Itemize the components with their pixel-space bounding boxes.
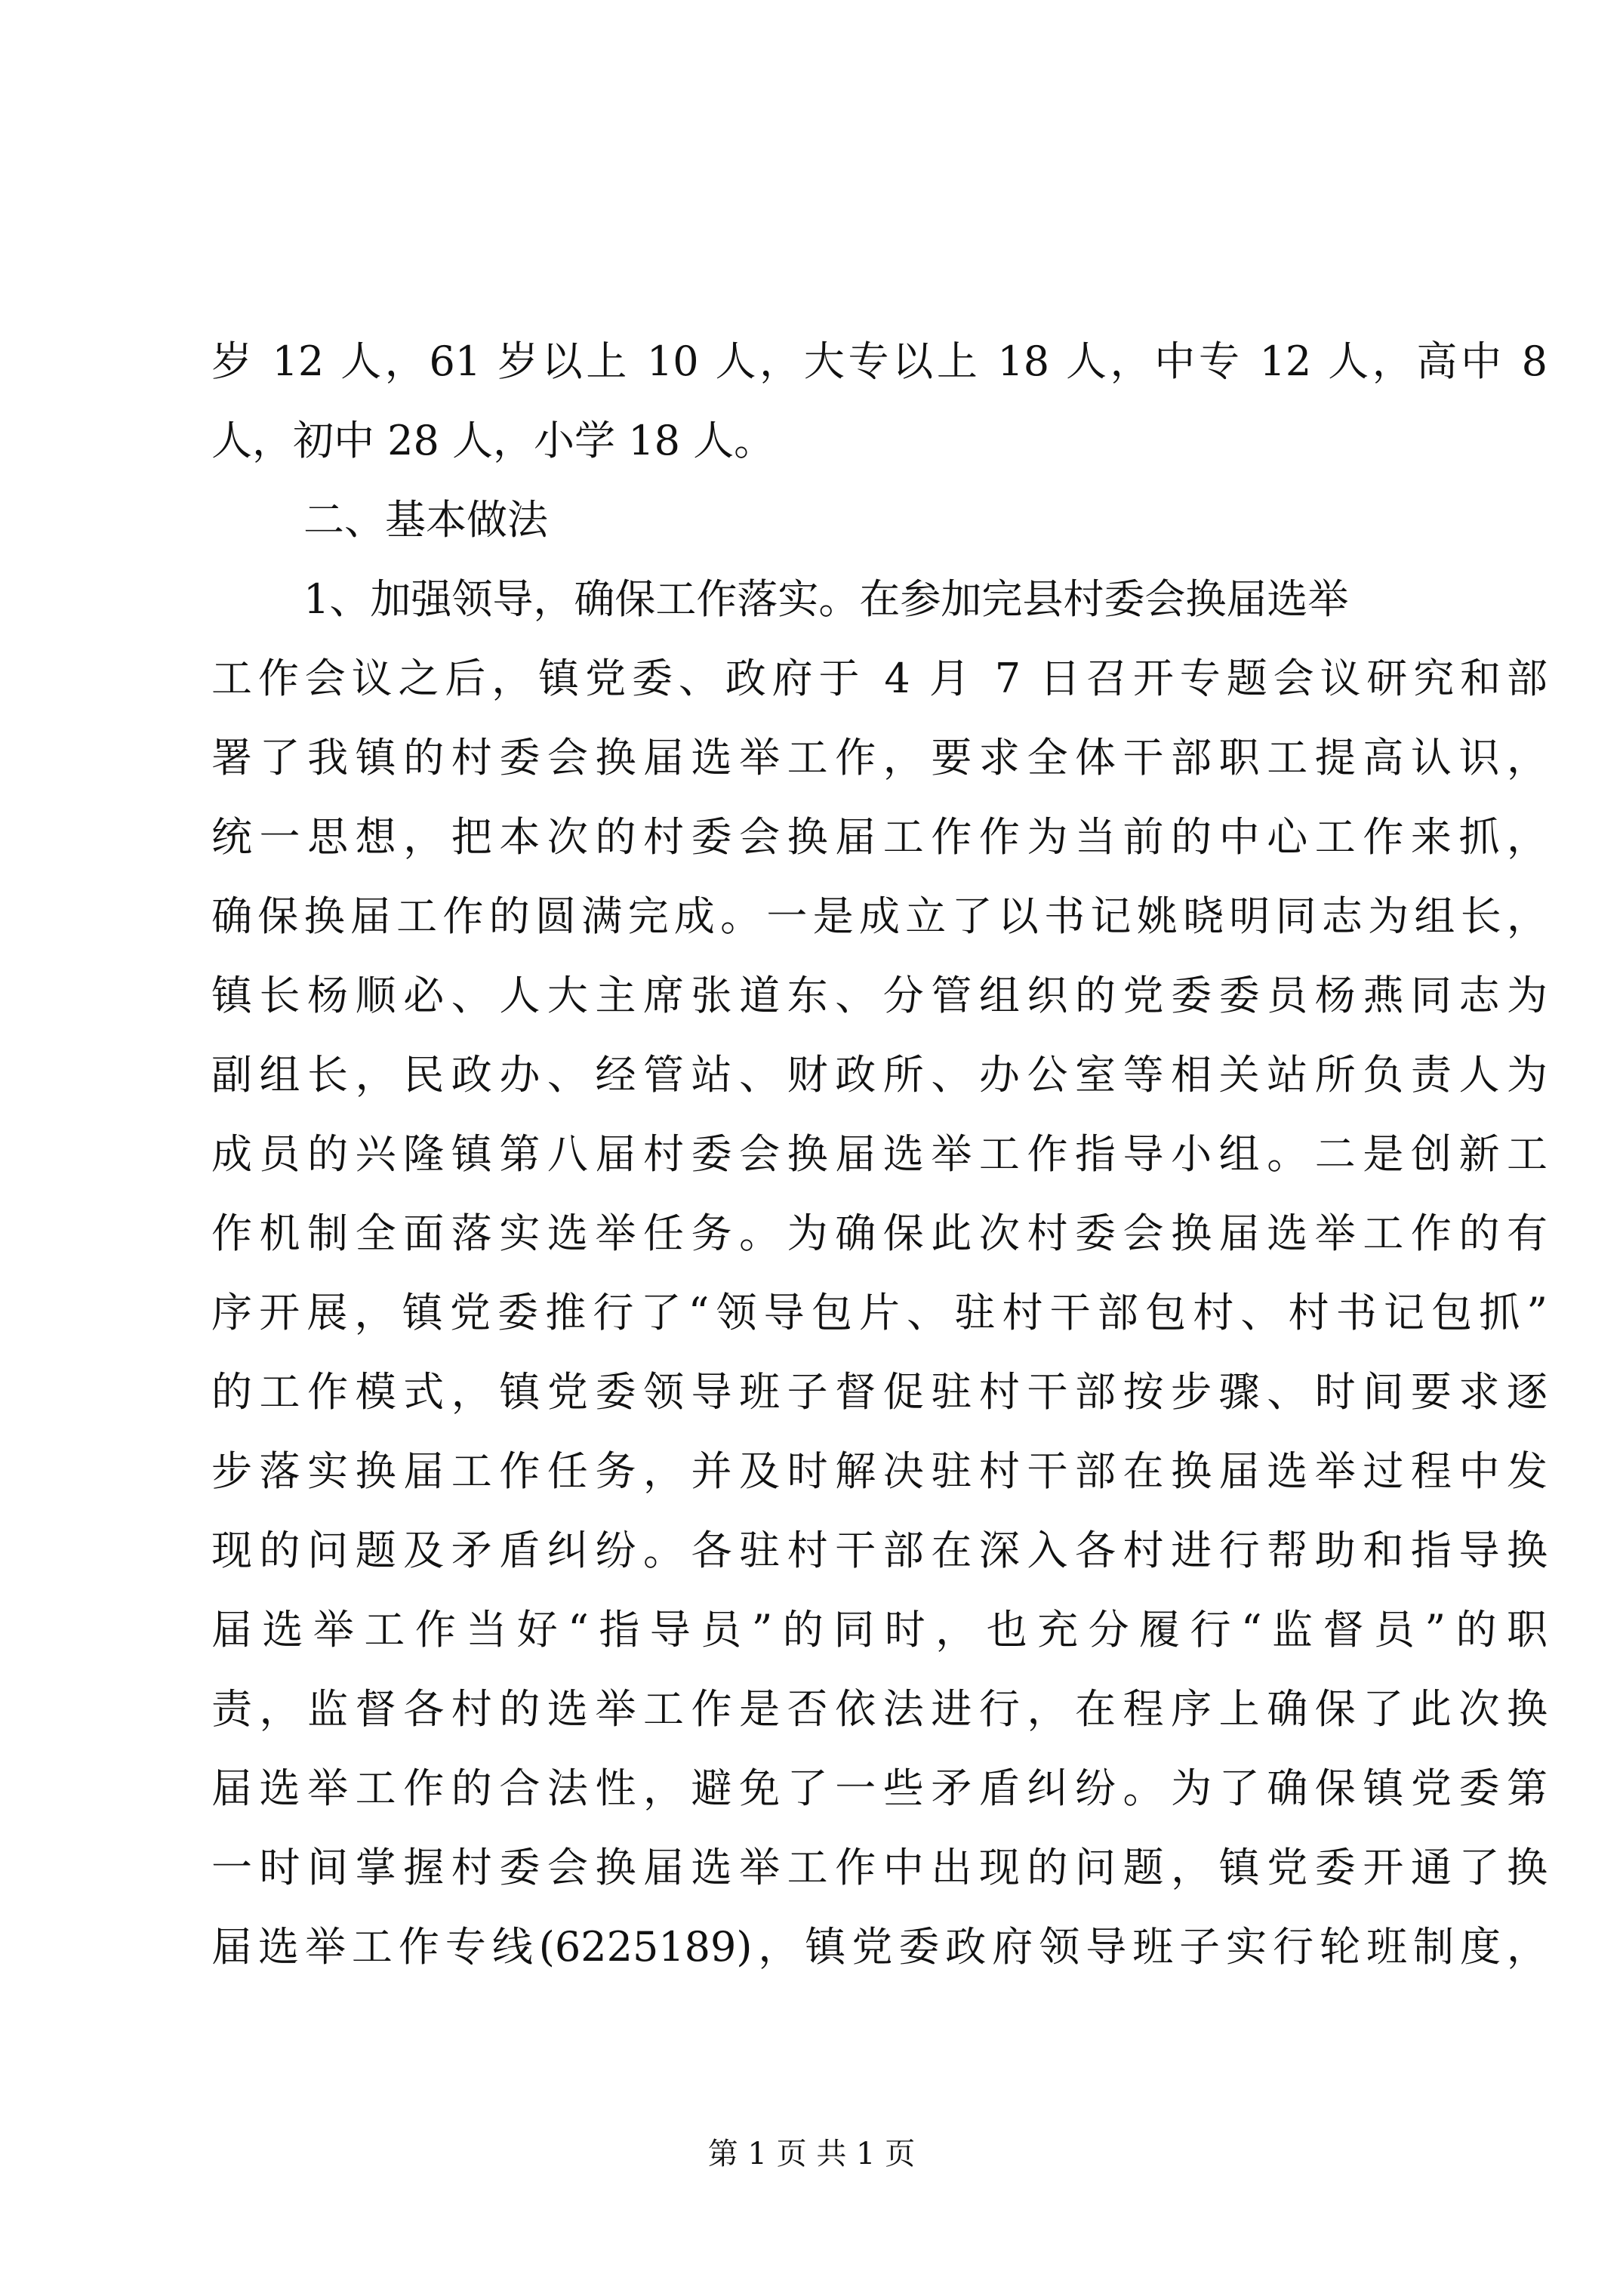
text-line: 署了我镇的村委会换届选举工作，要求全体干部职工提高认识， — [211, 734, 1548, 781]
text-line: 届选举工作的合法性，避免了一些矛盾纠纷。为了确保镇党委第 — [211, 1764, 1548, 1812]
text-line: 人，初中 28 人，小学 18 人。 — [211, 417, 775, 464]
text-line: 作机制全面落实选举任务。为确保此次村委会换届选举工作的有 — [211, 1210, 1548, 1257]
text-line: 一时间掌握村委会换届选举工作中出现的问题，镇党委开通了换 — [211, 1844, 1548, 1891]
text-line: 责，监督各村的选举工作是否依法进行，在程序上确保了此次换 — [211, 1685, 1548, 1733]
text-line: 序开展，镇党委推行了“领导包片、驻村干部包村、村书记包抓” — [211, 1289, 1548, 1336]
text-line: 副组长，民政办、经管站、财政所、办公室等相关站所负责人为 — [211, 1051, 1548, 1099]
text-line: 届选举工作当好“指导员”的同时，也充分履行“监督员”的职 — [211, 1606, 1548, 1653]
text-line: 的工作模式，镇党委领导班子督促驻村干部按步骤、时间要求逐 — [211, 1368, 1548, 1416]
text-line: 统一思想，把本次的村委会换届工作作为当前的中心工作来抓， — [211, 813, 1548, 861]
text-line: 现的问题及矛盾纠纷。各驻村干部在深入各村进行帮助和指导换 — [211, 1527, 1548, 1574]
text-line: 步落实换届工作任务，并及时解决驻村干部在换届选举过程中发 — [211, 1447, 1548, 1495]
text-line: 确保换届工作的圆满完成。一是成立了以书记姚晓明同志为组长， — [211, 892, 1548, 940]
text-line: 岁 12 人，61 岁以上 10 人，大专以上 18 人，中专 12 人，高中 8 — [211, 337, 1548, 385]
text-line: 工作会议之后，镇党委、政府于 4 月 7 日召开专题会议研究和部 — [211, 655, 1548, 702]
page-footer: 第 1 页 共 1 页 — [707, 2137, 916, 2171]
text-line: 成员的兴隆镇第八届村委会换届选举工作指导小组。二是创新工 — [211, 1130, 1548, 1178]
paragraph-first-line: 1、加强领导，确保工作落实。在参加完县村委会换届选举 — [303, 575, 1349, 623]
text-line: 镇长杨顺必、人大主席张道东、分管组织的党委委员杨燕同志为 — [211, 972, 1548, 1019]
section-heading: 二、基本做法 — [303, 496, 548, 544]
text-line: 届选举工作专线(6225189)，镇党委政府领导班子实行轮班制度， — [211, 1923, 1548, 1971]
